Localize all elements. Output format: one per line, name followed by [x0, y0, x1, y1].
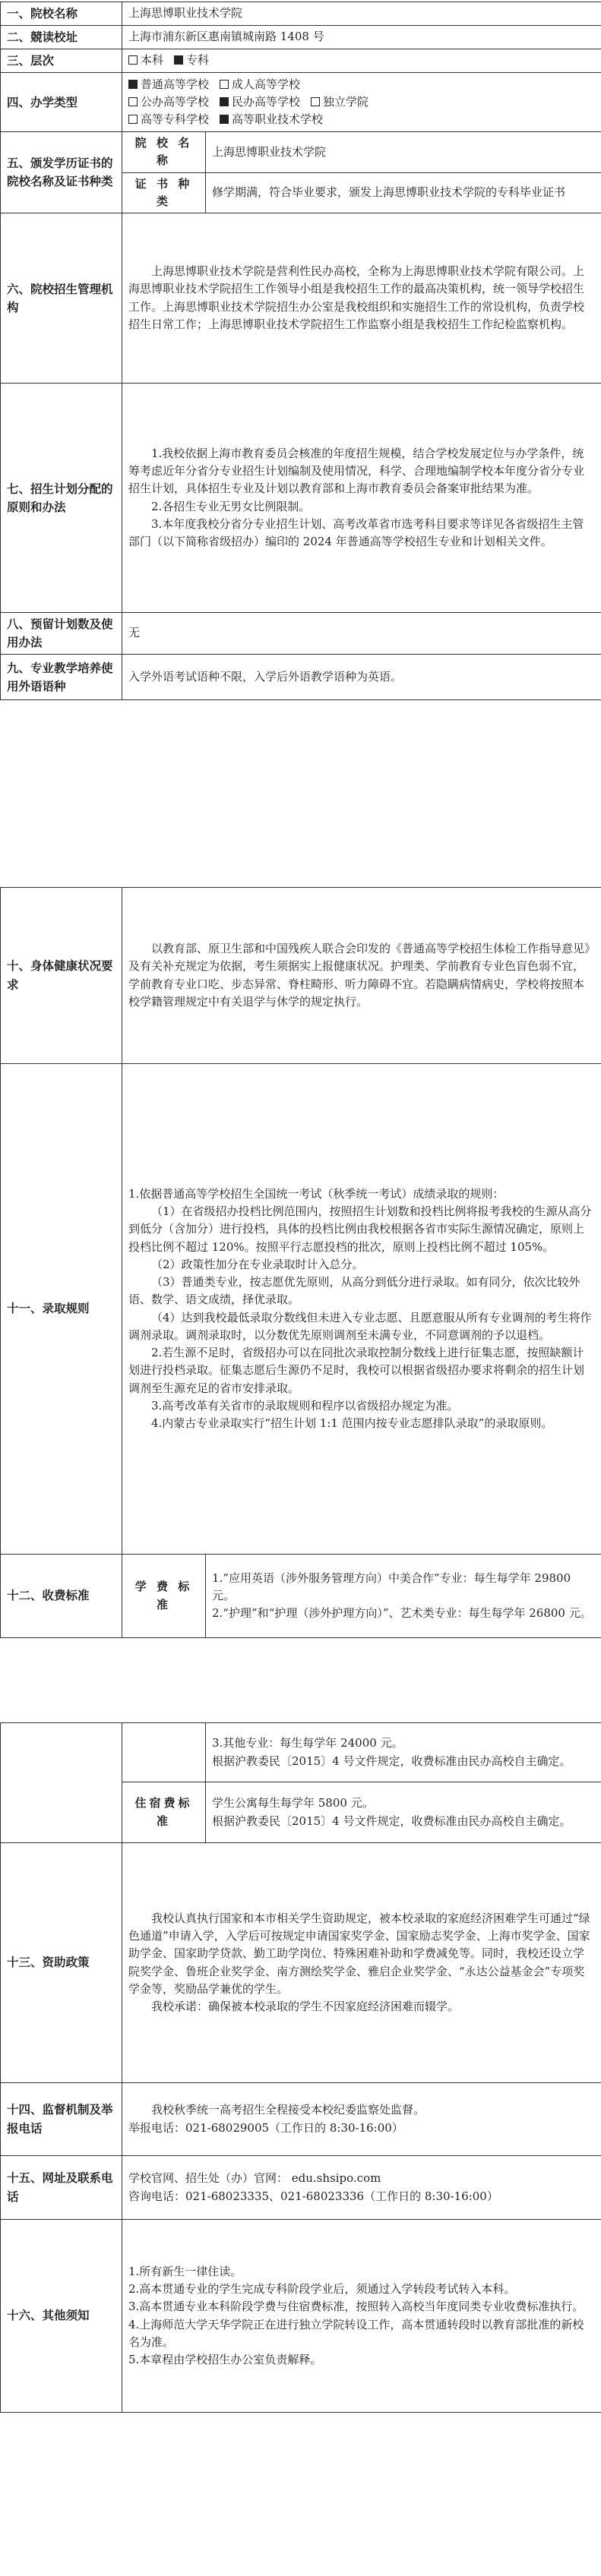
option-label: 成人高等学校	[232, 77, 301, 91]
tuition-text	[206, 1555, 601, 1638]
charter-table-part-2	[0, 887, 601, 1638]
row-fees-continued	[1, 1723, 601, 1782]
paragraph: 1.所有新生一律住读。	[128, 2264, 242, 2278]
school-type-option	[220, 111, 323, 128]
school-type-option	[128, 111, 209, 128]
paragraph: 1.我校依据上海市教育委员会核准的年度招生规模，结合学校发展定位与办学条件，统筹考虑近年分省分专业招生计划编制及使用情况，科学、合理地编制学校本年度分省分专业招生计划，具体招生专业及计划以教育部和上海市教育委员会备案审批结果为准。	[128, 446, 585, 496]
tuition-text-continued	[206, 1723, 601, 1782]
unchecked-box-icon	[128, 115, 138, 124]
row-address	[1, 26, 601, 49]
other-notes-text	[122, 2220, 601, 2413]
tuition-label-continued	[122, 1723, 206, 1782]
unchecked-box-icon	[220, 80, 229, 89]
row-contact	[1, 2156, 601, 2220]
health-text: 以教育部、原卫生部和中国残疾人联合会印发的《普通高等学校招生体检工作指导意见》及有关补充规定为依据，考生须据实上报健康状况。护理类、学前教育专业色盲色弱不宜，学前教育专业口吃、步态异常、脊柱畸形、听力障碍不宜。若隐瞒病情病史，学校将按照本校学籍管理规定中有关退学与休学的规定执行。	[122, 888, 601, 1064]
option-label: 公办高等学校	[141, 94, 210, 109]
foreign-language-value: 入学外语考试语种不限，入学后外语教学语种为英语。	[122, 655, 601, 700]
reserved-plan-value: 无	[122, 613, 601, 655]
option-label: 本科	[141, 53, 164, 68]
paragraph: 2.各招生专业无男女比例限制。	[151, 499, 311, 513]
plan-principles-text	[122, 384, 601, 613]
fees-label-continued	[1, 1723, 122, 1843]
paragraph: 4.内蒙古专业录取实行“招生计划 1:1 范围内按专业志愿排队录取”的录取原则。	[151, 1416, 553, 1430]
row-plan-principles	[1, 384, 601, 613]
row-health	[1, 888, 601, 1064]
checked-box-icon	[128, 80, 138, 89]
accommodation-text	[206, 1782, 601, 1843]
row-management	[1, 213, 601, 384]
row-foreign-language	[1, 655, 601, 700]
row-label: 十五、网址及联系电话	[1, 2156, 122, 2220]
row-label: 十一、录取规则	[1, 1064, 122, 1555]
row-label: 四、办学类型	[1, 73, 122, 132]
paragraph: 学生公寓每生每学年 5800 元。	[212, 1796, 374, 1810]
paragraph: （3）普通类专业，按志愿优先原则，从高分到低分进行录取。如有同分，依次比较外语、数学、语文成绩，择优录取。	[128, 1275, 580, 1307]
row-financial-aid	[1, 1843, 601, 2083]
row-label: 九、专业教学培养使用外语语种	[1, 655, 122, 700]
school-type-option	[128, 76, 209, 93]
cert-type-value: 修学期满，符合毕业要求，颁发上海思博职业技术学院的专科毕业证书	[206, 172, 601, 213]
option-line	[128, 111, 595, 128]
row-fees	[1, 1555, 601, 1638]
option-label: 普通高等学校	[141, 77, 210, 91]
paragraph: 根据沪教委民〔2015〕4 号文件规定，收费标准由民办高校自主确定。	[212, 1814, 571, 1828]
row-label: 三、层次	[1, 49, 122, 73]
accommodation-label: 住宿费标准	[122, 1782, 206, 1843]
row-label: 十、身体健康状况要求	[1, 888, 122, 1064]
row-supervision	[1, 2083, 601, 2156]
school-type-options	[122, 73, 601, 132]
checked-box-icon	[220, 115, 229, 124]
paragraph: 4.上海师范大学天华学院正在进行独立学院转设工作，高本贯通转段时以教育部批准的新校名为准。	[128, 2317, 584, 2349]
option-label: 高等职业技术学校	[232, 112, 324, 127]
option-label: 专科	[186, 53, 210, 68]
school-type-option	[220, 93, 300, 111]
option-line	[128, 76, 595, 93]
row-label: 二、競读校址	[1, 26, 122, 49]
address-value: 上海市浦东新区惠南镇城南路 1408 号	[122, 26, 601, 49]
paragraph: 1.“应用英语（涉外服务管理方向）中美合作”专业：每生每学年 29800 元。	[212, 1571, 571, 1602]
tuition-label: 学 费 标 准	[122, 1555, 206, 1638]
row-label: 一、院校名称	[1, 2, 122, 26]
row-label: 五、颁发学历证书的院校名称及证书种类	[1, 132, 122, 213]
page-1	[0, 2, 601, 700]
paragraph: 5.本章程由学校招生办公室负责解释。	[128, 2353, 322, 2366]
paragraph: 3.本年度我校分省分专业招生计划、高考改革省市选考科目要求等详见各省级招生主管部门（以下简称省级招办）编印的 2024 年普通高等学校招生专业和计划相关文件。	[128, 516, 584, 549]
row-admission-rules	[1, 1064, 601, 1555]
option-line	[128, 93, 595, 111]
school-type-option	[128, 93, 209, 111]
report-phone: 举报电话：021-68029005（工作日的 8:30-16:00）	[128, 2120, 403, 2135]
row-level	[1, 49, 601, 73]
school-name-value: 上海思博职业技术学院	[122, 2, 601, 26]
row-label: 十六、其他须知	[1, 2220, 122, 2413]
row-label: 十三、资助政策	[1, 1843, 122, 2083]
paragraph: 我校承诺：确保被本校录取的学生不因家庭经济困难而辍学。	[151, 2000, 460, 2013]
paragraph: （4）达到我校最低录取分数线但未进入专业志愿、且愿意服从所有专业调剂的考生将作调剂录取。调剂录取时，以分数优先原则调剂至未满专业，不同意调剂的予以退档。	[128, 1310, 592, 1342]
checked-box-icon	[220, 97, 229, 106]
management-text: 上海思博职业技术学院是营利性民办高校，全称为上海思博职业技术学院有限公司。上海思博职业技术学院招生工作领导小组是我校招生工作的最高决策机构，统一领导学校招生工作。上海思博职业技术学院招生办公室是我校组织和实施招生工作的常设机构，负责学校招生日常工作；上海思博职业技术学院招生工作监察小组是我校招生工作纪检监察机构。	[122, 213, 601, 384]
option-label: 独立学院	[323, 94, 369, 109]
page-2	[0, 887, 601, 1638]
charter-table-part-3	[0, 1722, 601, 2413]
cert-school-value: 上海思博职业技术学院	[206, 132, 601, 173]
consult-phone: 咨询电话：021-68023335、021-68023336（工作日的 8:30-16:00）	[128, 2189, 498, 2203]
school-type-option	[311, 93, 369, 111]
cert-school-label: 院 校 名 称	[122, 132, 206, 173]
row-school-name	[1, 2, 601, 26]
paragraph: 2.若生源不足时，省级招办可以在同批次录取控制分数线上进行征集志愿，按照缺额计划进行投档录取。征集志愿后生源仍不足时，我校可以根据省级招办要求将剩余的招生计划调剂至生源充足的省市安排录取。	[128, 1346, 585, 1395]
row-label: 七、招生计划分配的原则和办法	[1, 384, 122, 613]
paragraph: （1）在省级招办投档比例范围内，按照招生计划数和投档比例将报考我校的生源从高分到低分（含加分）进行投档，具体的投档比例由我校根据各省市实际生源情况确定，原则上投档比例不超过 120%。按照平行志愿投档的批次，原则上投档比例不超过 105%。	[128, 1204, 592, 1254]
row-label: 八、预留计划数及使用办法	[1, 613, 122, 655]
row-label: 十二、收费标准	[1, 1555, 122, 1638]
paragraph: 我校秋季统一高考招生全程接受本校纪委监察处监督。	[151, 2103, 425, 2117]
unchecked-box-icon	[128, 97, 138, 106]
row-other-notes	[1, 2220, 601, 2413]
page-3	[0, 1722, 601, 2413]
charter-table-part-1	[0, 2, 601, 700]
paragraph: 3.高考改革有关省市的录取规则和程序以省级招办规定为准。	[151, 1398, 459, 1413]
row-label: 六、院校招生管理机构	[1, 213, 122, 384]
level-options	[122, 49, 601, 73]
contact-text	[122, 2156, 601, 2220]
checked-box-icon	[174, 55, 183, 65]
row-school-type	[1, 73, 601, 132]
cert-type-label: 证 书 种 类	[122, 172, 206, 213]
website: 学校官网、招生处（办）官网： edu.shsipo.com	[128, 2171, 381, 2186]
paragraph: 3.其他专业：每生每学年 24000 元。	[212, 1736, 403, 1750]
paragraph: 我校认真执行国家和本市相关学生资助规定，被本校录取的家庭经济困难学生可通过“绿色通道”申请入学，入学后可按规定申请国家奖学金、国家励志奖学金、上海市奖学金、国家助学金、国家助学贷款、勤工助学岗位、特殊困难补助和学费减免等。同时，我校还设立学院奖学金、鲁班企业奖学金、南方测绘奖学金、雅启企业奖学金、“永达公益基金会”专项奖学金等，奖励品学兼优的学生。	[128, 1911, 590, 1996]
level-option	[174, 52, 209, 69]
paragraph: （2）政策性加分在专业录取时计入总分。	[151, 1257, 364, 1271]
financial-aid-text	[122, 1843, 601, 2083]
row-label: 十四、监督机制及举报电话	[1, 2083, 122, 2156]
unchecked-box-icon	[128, 55, 138, 65]
paragraph: 3.高本贯通专业本科阶段学费与住宿费标准，按照转入高校当年度同类专业收费标准执行。	[128, 2300, 584, 2314]
level-option	[128, 52, 163, 69]
supervision-text	[122, 2083, 601, 2156]
paragraph: 2.高本贯通专业的学生完成专科阶段学业后，须通过入学转段考试转入本科。	[128, 2282, 516, 2296]
row-reserved-plan	[1, 613, 601, 655]
admission-rules-text	[122, 1064, 601, 1555]
row-cert-school	[1, 132, 601, 173]
option-label: 高等专科学校	[141, 112, 210, 127]
option-label: 民办高等学校	[232, 94, 301, 109]
paragraph: 根据沪教委民〔2015〕4 号文件规定，收费标准由民办高校自主确定。	[212, 1754, 571, 1768]
paragraph: 2.“护理”和“护理（涉外护理方向）”、艺术类专业：每生每学年 26800 元。	[212, 1606, 592, 1621]
school-type-option	[220, 76, 300, 93]
unchecked-box-icon	[311, 97, 320, 106]
paragraph: 1.依据普通高等学校招生全国统一考试（秋季统一考试）成绩录取的规则：	[128, 1186, 505, 1201]
